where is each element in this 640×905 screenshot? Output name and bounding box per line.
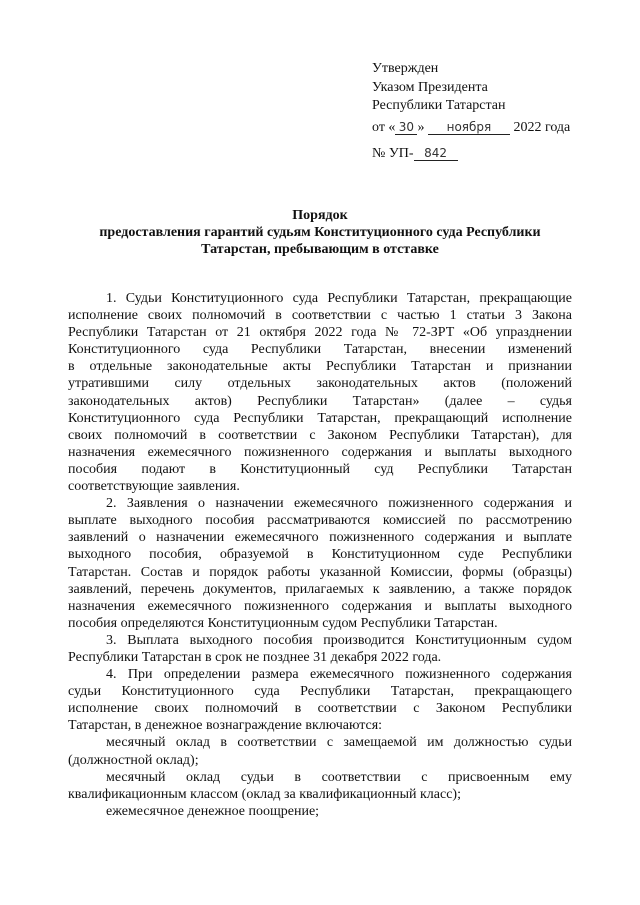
paragraph-line: своих полномочий в соответствии с Законом Республики Татарстан), для xyxy=(68,427,572,443)
title-line: Татарстан, пребывающим в отставке xyxy=(201,242,439,257)
paragraph-line: Татарстан. Состав и порядок работы указанной Комиссии, формы (образцы) xyxy=(68,564,572,580)
date-day: 30 xyxy=(395,120,417,135)
paragraph xyxy=(68,290,572,495)
paragraph-line: 4. При определении размера ежемесячного пожизненного содержания xyxy=(106,667,572,683)
paragraph-line: законодательных актов) Республики Татарстан» (далее – судья xyxy=(68,393,572,409)
paragraph xyxy=(68,632,572,666)
paragraph-line: (должностной оклад); xyxy=(68,752,199,768)
date-mid: » xyxy=(417,120,425,135)
paragraph-line: судьи Конституционного суда Республики Татарстан, прекращающего xyxy=(68,684,572,700)
paragraph-line: заявлений, перечень документов, прилагаемых к заявлению, а также порядок xyxy=(68,581,572,597)
approval-line: Утвержден xyxy=(372,61,439,76)
paragraph-line: исполнение своих полномочий в соответствии с Законом Республики xyxy=(68,701,572,717)
paragraph-line: исполнение своих полномочий в соответствии с частью 1 статьи 3 Закона xyxy=(68,308,572,324)
date-month: ноября xyxy=(428,120,510,135)
paragraph-line: месячный оклад судьи в соответствии с присвоенным ему xyxy=(106,769,572,785)
approval-stamp xyxy=(372,60,506,116)
approval-date xyxy=(372,120,570,136)
document-title xyxy=(60,207,580,258)
paragraph-line: 3. Выплата выходного пособия производится Конституционным судом xyxy=(106,632,572,648)
paragraph-line: Конституционного суда Республики Татарстан, внесении изменений xyxy=(68,342,572,358)
paragraph-line: назначения ежемесячного пожизненного содержания и выплаты выходного xyxy=(68,598,572,614)
paragraph-line: ежемесячное денежное поощрение; xyxy=(106,803,320,819)
date-prefix: от « xyxy=(372,120,396,135)
approval-line: Республики Татарстан xyxy=(372,98,506,113)
paragraph-line: 2. Заявления о назначении ежемесячного пожизненного содержания и xyxy=(106,496,572,512)
date-year: 2022 года xyxy=(513,120,571,135)
paragraph-line: соответствующие заявления. xyxy=(68,479,240,495)
paragraph-line: пособия подают в Конституционный суд Республики Татарстан xyxy=(68,461,572,477)
number-value: 842 xyxy=(414,146,458,161)
paragraph-line: в отдельные законодательные акты Республики Татарстан и признании xyxy=(68,359,572,375)
paragraph-line: Татарстан, в денежное вознаграждение включаются: xyxy=(68,718,383,734)
paragraph xyxy=(68,803,572,820)
number-prefix: № УП- xyxy=(372,146,414,161)
paragraph-line: выходного пособия, образуемой в Конституционном суде Республики xyxy=(68,547,572,563)
approval-number xyxy=(372,146,458,162)
paragraph xyxy=(68,734,572,768)
paragraph xyxy=(68,495,572,632)
paragraph-line: назначения ежемесячного пожизненного содержания и выплаты выходного xyxy=(68,444,572,460)
paragraph-line: Конституционного суда Республики Татарстан, прекращающий исполнение xyxy=(68,410,572,426)
title-line: предоставления гарантий судьям Конституционного суда Республики xyxy=(99,225,541,240)
paragraph-line: месячный оклад в соответствии с замещаемой им должностью судьи xyxy=(106,735,572,751)
paragraph xyxy=(68,666,572,734)
approval-line: Указом Президента xyxy=(372,79,488,95)
paragraph-line: Республики Татарстан от 21 октября 2022 года № 72-ЗРТ «Об упразднении xyxy=(68,325,572,341)
title-line: Порядок xyxy=(292,208,348,223)
paragraph xyxy=(68,769,572,803)
paragraph-line: квалификационным классом (оклад за квалификационный класс); xyxy=(68,786,461,802)
paragraph-line: 1. Судьи Конституционного суда Республики Татарстан, прекращающие xyxy=(106,291,572,306)
paragraph-line: выплате выходного пособия рассматриваются комиссией по рассмотрению xyxy=(68,513,572,529)
paragraph-line: утратившими силу отдельных законодательных актов (положений xyxy=(68,376,572,392)
document-body xyxy=(68,290,572,820)
paragraph-line: Республики Татарстан в срок не позднее 31 декабря 2022 года. xyxy=(68,649,442,665)
paragraph-line: заявлений о назначении ежемесячного пожизненного содержания и выплате xyxy=(68,530,572,546)
paragraph-line: пособия определяются Конституционным судом Республики Татарстан. xyxy=(68,615,498,631)
